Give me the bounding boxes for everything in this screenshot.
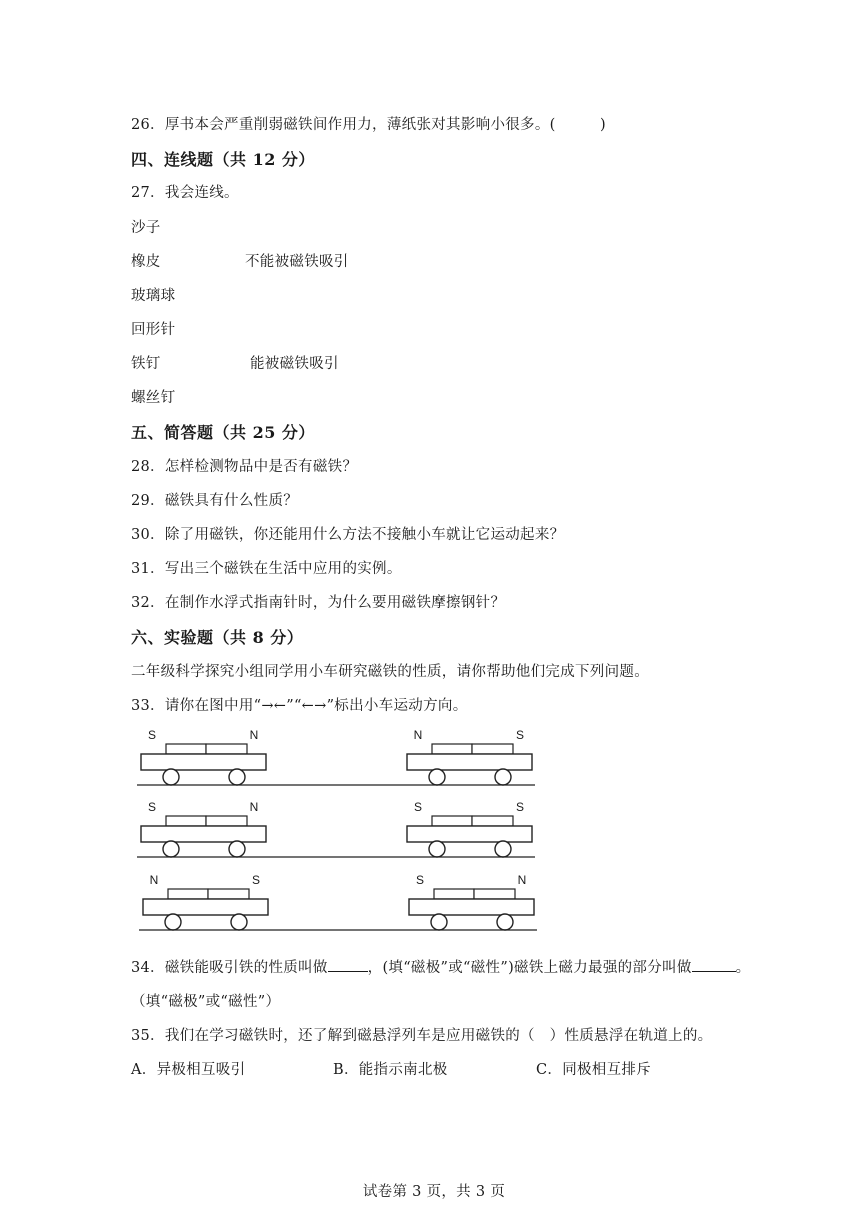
- magnet-car-1: [137, 728, 269, 785]
- magnet-pole-label: N: [149, 873, 159, 887]
- magnet-pole-label: S: [515, 800, 525, 814]
- page-footer: 试卷第 3 页，共 3 页: [362, 1184, 506, 1200]
- magnet-pole-label: S: [147, 800, 157, 814]
- magnet-left: [434, 889, 474, 899]
- car-wheel: [229, 769, 245, 785]
- magnet-right: [206, 816, 247, 826]
- car-wheel: [429, 769, 445, 785]
- experiment-intro: 二年级科学探究小组同学用小车研究磁铁的性质，请你帮助他们完成下列问题。: [131, 664, 649, 680]
- option-a[interactable]: A．异极相互吸引: [131, 1062, 246, 1078]
- answer-blank-2[interactable]: [692, 970, 736, 972]
- question-28: 28．怎样检测物品中是否有磁铁？: [131, 459, 358, 475]
- question-34: [131, 956, 750, 977]
- option-b[interactable]: B．能指示南北极: [333, 1062, 448, 1078]
- magnet-car-2: [403, 728, 535, 785]
- car-body: [141, 754, 266, 770]
- car-body: [143, 899, 268, 915]
- question-34-hint: （填“磁极”或“磁性”）: [131, 994, 281, 1010]
- car-wheel: [229, 841, 245, 857]
- question-31: 31．写出三个磁铁在生活中应用的实例。: [131, 561, 402, 577]
- car-wheel: [431, 914, 447, 930]
- magnet-pole-label: N: [517, 873, 527, 887]
- matching-item-sand: 沙子: [131, 220, 161, 236]
- magnet-right: [206, 744, 247, 754]
- question-34-part1: 34．磁铁能吸引铁的性质叫做: [131, 960, 328, 976]
- matching-target-attracted: 能被磁铁吸引: [250, 356, 339, 372]
- magnet-left: [168, 889, 208, 899]
- question-30: 30．除了用磁铁，你还能用什么方法不接触小车就让它运动起来？: [131, 527, 565, 543]
- magnet-pole-label: N: [249, 800, 259, 814]
- magnet-car-5: [139, 873, 271, 930]
- magnet-pole-label: S: [413, 800, 423, 814]
- car-body: [407, 826, 532, 842]
- magnet-pole-label: S: [251, 873, 261, 887]
- magnet-car-6: [405, 873, 537, 930]
- magnet-car-4: [403, 800, 535, 857]
- magnet-right: [472, 744, 513, 754]
- question-27: 27．我会连线。: [131, 185, 239, 201]
- question-29: 29．磁铁具有什么性质？: [131, 493, 299, 509]
- section-heading-matching: 四、连线题（共 12 分）: [131, 150, 315, 169]
- question-34-part2: ，(填“磁极”或“磁性”)磁铁上磁力最强的部分叫做: [367, 960, 692, 976]
- matching-target-not-attracted: 不能被磁铁吸引: [245, 254, 349, 270]
- car-body: [141, 826, 266, 842]
- matching-item-screw: 螺丝钉: [131, 390, 176, 406]
- option-c[interactable]: C．同极相互排斥: [536, 1062, 651, 1078]
- car-wheel: [231, 914, 247, 930]
- answer-blank-1[interactable]: [328, 970, 368, 972]
- question-32: 32．在制作水浮式指南针时，为什么要用磁铁摩擦钢针？: [131, 595, 506, 611]
- matching-item-iron-nail: 铁钉: [131, 356, 161, 372]
- magnet-left: [166, 744, 206, 754]
- magnet-pole-label: N: [413, 728, 423, 742]
- magnet-right: [208, 889, 249, 899]
- car-wheel: [495, 841, 511, 857]
- magnet-left: [432, 816, 472, 826]
- magnet-right: [472, 816, 513, 826]
- question-26: 26．厚书本会严重削弱磁铁间作用力，薄纸张对其影响小很多。( ): [131, 117, 606, 133]
- magnet-pole-label: S: [147, 728, 157, 742]
- question-34-part3: 。: [735, 960, 751, 976]
- car-wheel: [495, 769, 511, 785]
- matching-item-paperclip: 回形针: [131, 322, 176, 338]
- magnet-pole-label: S: [415, 873, 425, 887]
- section-heading-experiment: 六、实验题（共 8 分）: [131, 628, 304, 647]
- car-body: [409, 899, 534, 915]
- magnet-car-3: [137, 800, 269, 857]
- car-wheel: [429, 841, 445, 857]
- car-wheel: [165, 914, 181, 930]
- section-heading-short-answer: 五、简答题（共 25 分）: [131, 423, 315, 442]
- car-wheel: [163, 769, 179, 785]
- car-wheel: [497, 914, 513, 930]
- question-35: 35．我们在学习磁铁时，还了解到磁悬浮列车是应用磁铁的（ ）性质悬浮在轨道上的。: [131, 1028, 713, 1044]
- magnet-pole-label: N: [249, 728, 259, 742]
- car-wheel: [163, 841, 179, 857]
- magnet-left: [166, 816, 206, 826]
- matching-item-eraser: 橡皮: [131, 254, 161, 270]
- magnet-pole-label: S: [515, 728, 525, 742]
- matching-item-glass-ball: 玻璃球: [131, 288, 176, 304]
- magnet-right: [474, 889, 515, 899]
- car-body: [407, 754, 532, 770]
- question-33: 33．请你在图中用“→←”“←→”标出小车运动方向。: [131, 698, 468, 714]
- magnet-left: [432, 744, 472, 754]
